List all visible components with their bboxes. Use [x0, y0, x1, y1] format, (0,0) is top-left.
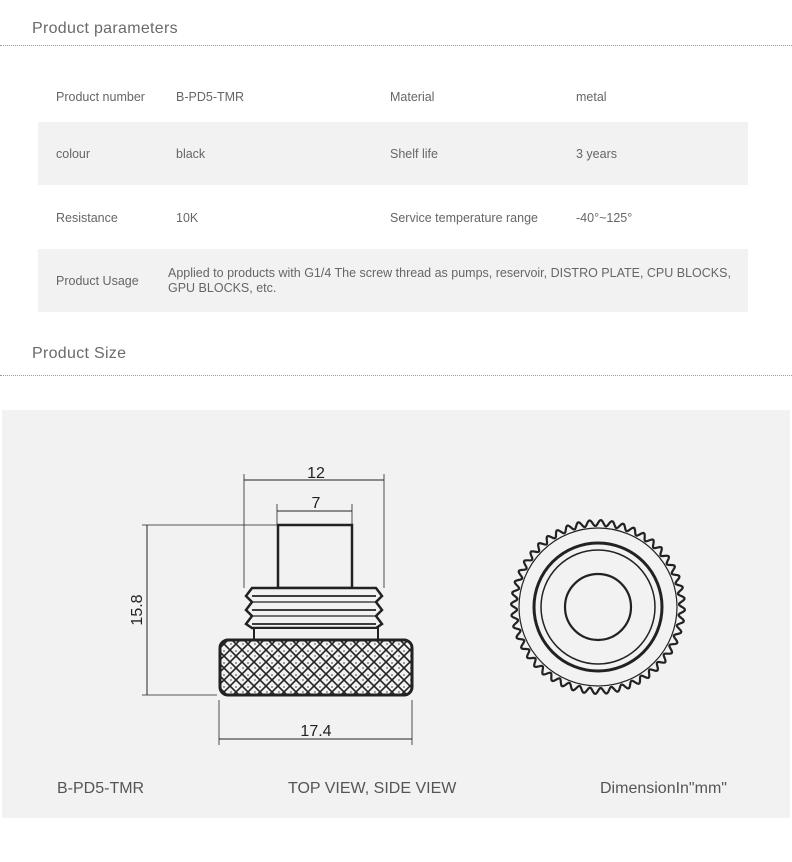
param-label: Service temperature range	[390, 210, 538, 225]
caption-views: TOP VIEW, SIDE VIEW	[288, 780, 457, 797]
param-label: Material	[390, 89, 435, 104]
param-label: colour	[56, 146, 91, 161]
dim-inner-width: 7	[311, 495, 321, 512]
param-value: B-PD5-TMR	[176, 89, 245, 104]
param-value: black	[176, 146, 206, 161]
knurled-outer-edge	[511, 520, 685, 694]
caption-model: B-PD5-TMR	[57, 780, 145, 797]
technical-drawing	[2, 410, 790, 818]
param-value: -40°~125°	[576, 210, 633, 225]
param-label: Resistance	[56, 210, 118, 225]
dim-height: 15.8	[129, 594, 146, 626]
param-label: Product Usage	[56, 273, 139, 288]
params-section-title: Product parameters	[32, 20, 178, 37]
side-view	[142, 474, 412, 745]
dim-base-width: 17.4	[300, 723, 332, 740]
param-label: Shelf life	[390, 146, 438, 161]
param-row-usage	[38, 249, 748, 312]
param-value: metal	[576, 89, 607, 104]
param-value: 10K	[176, 210, 199, 225]
size-drawing-panel	[2, 410, 790, 818]
top-view	[511, 520, 685, 694]
size-divider	[0, 375, 792, 376]
dim-top-width: 12	[307, 465, 325, 482]
param-row-1	[38, 65, 748, 128]
params-divider	[0, 45, 792, 46]
param-label: Product number	[56, 89, 145, 104]
param-row-2	[38, 122, 748, 185]
param-value: 3 years	[576, 146, 617, 161]
usage-value: Applied to products with G1/4 The screw thread as pumps, reservoir, DISTRO PLATE, CPU BLOCKS, GPU BLOCKS, etc.	[168, 265, 731, 295]
param-row-3	[38, 186, 748, 249]
caption-unit: DimensionIn"mm"	[600, 780, 727, 797]
size-section-title: Product Size	[32, 345, 127, 362]
